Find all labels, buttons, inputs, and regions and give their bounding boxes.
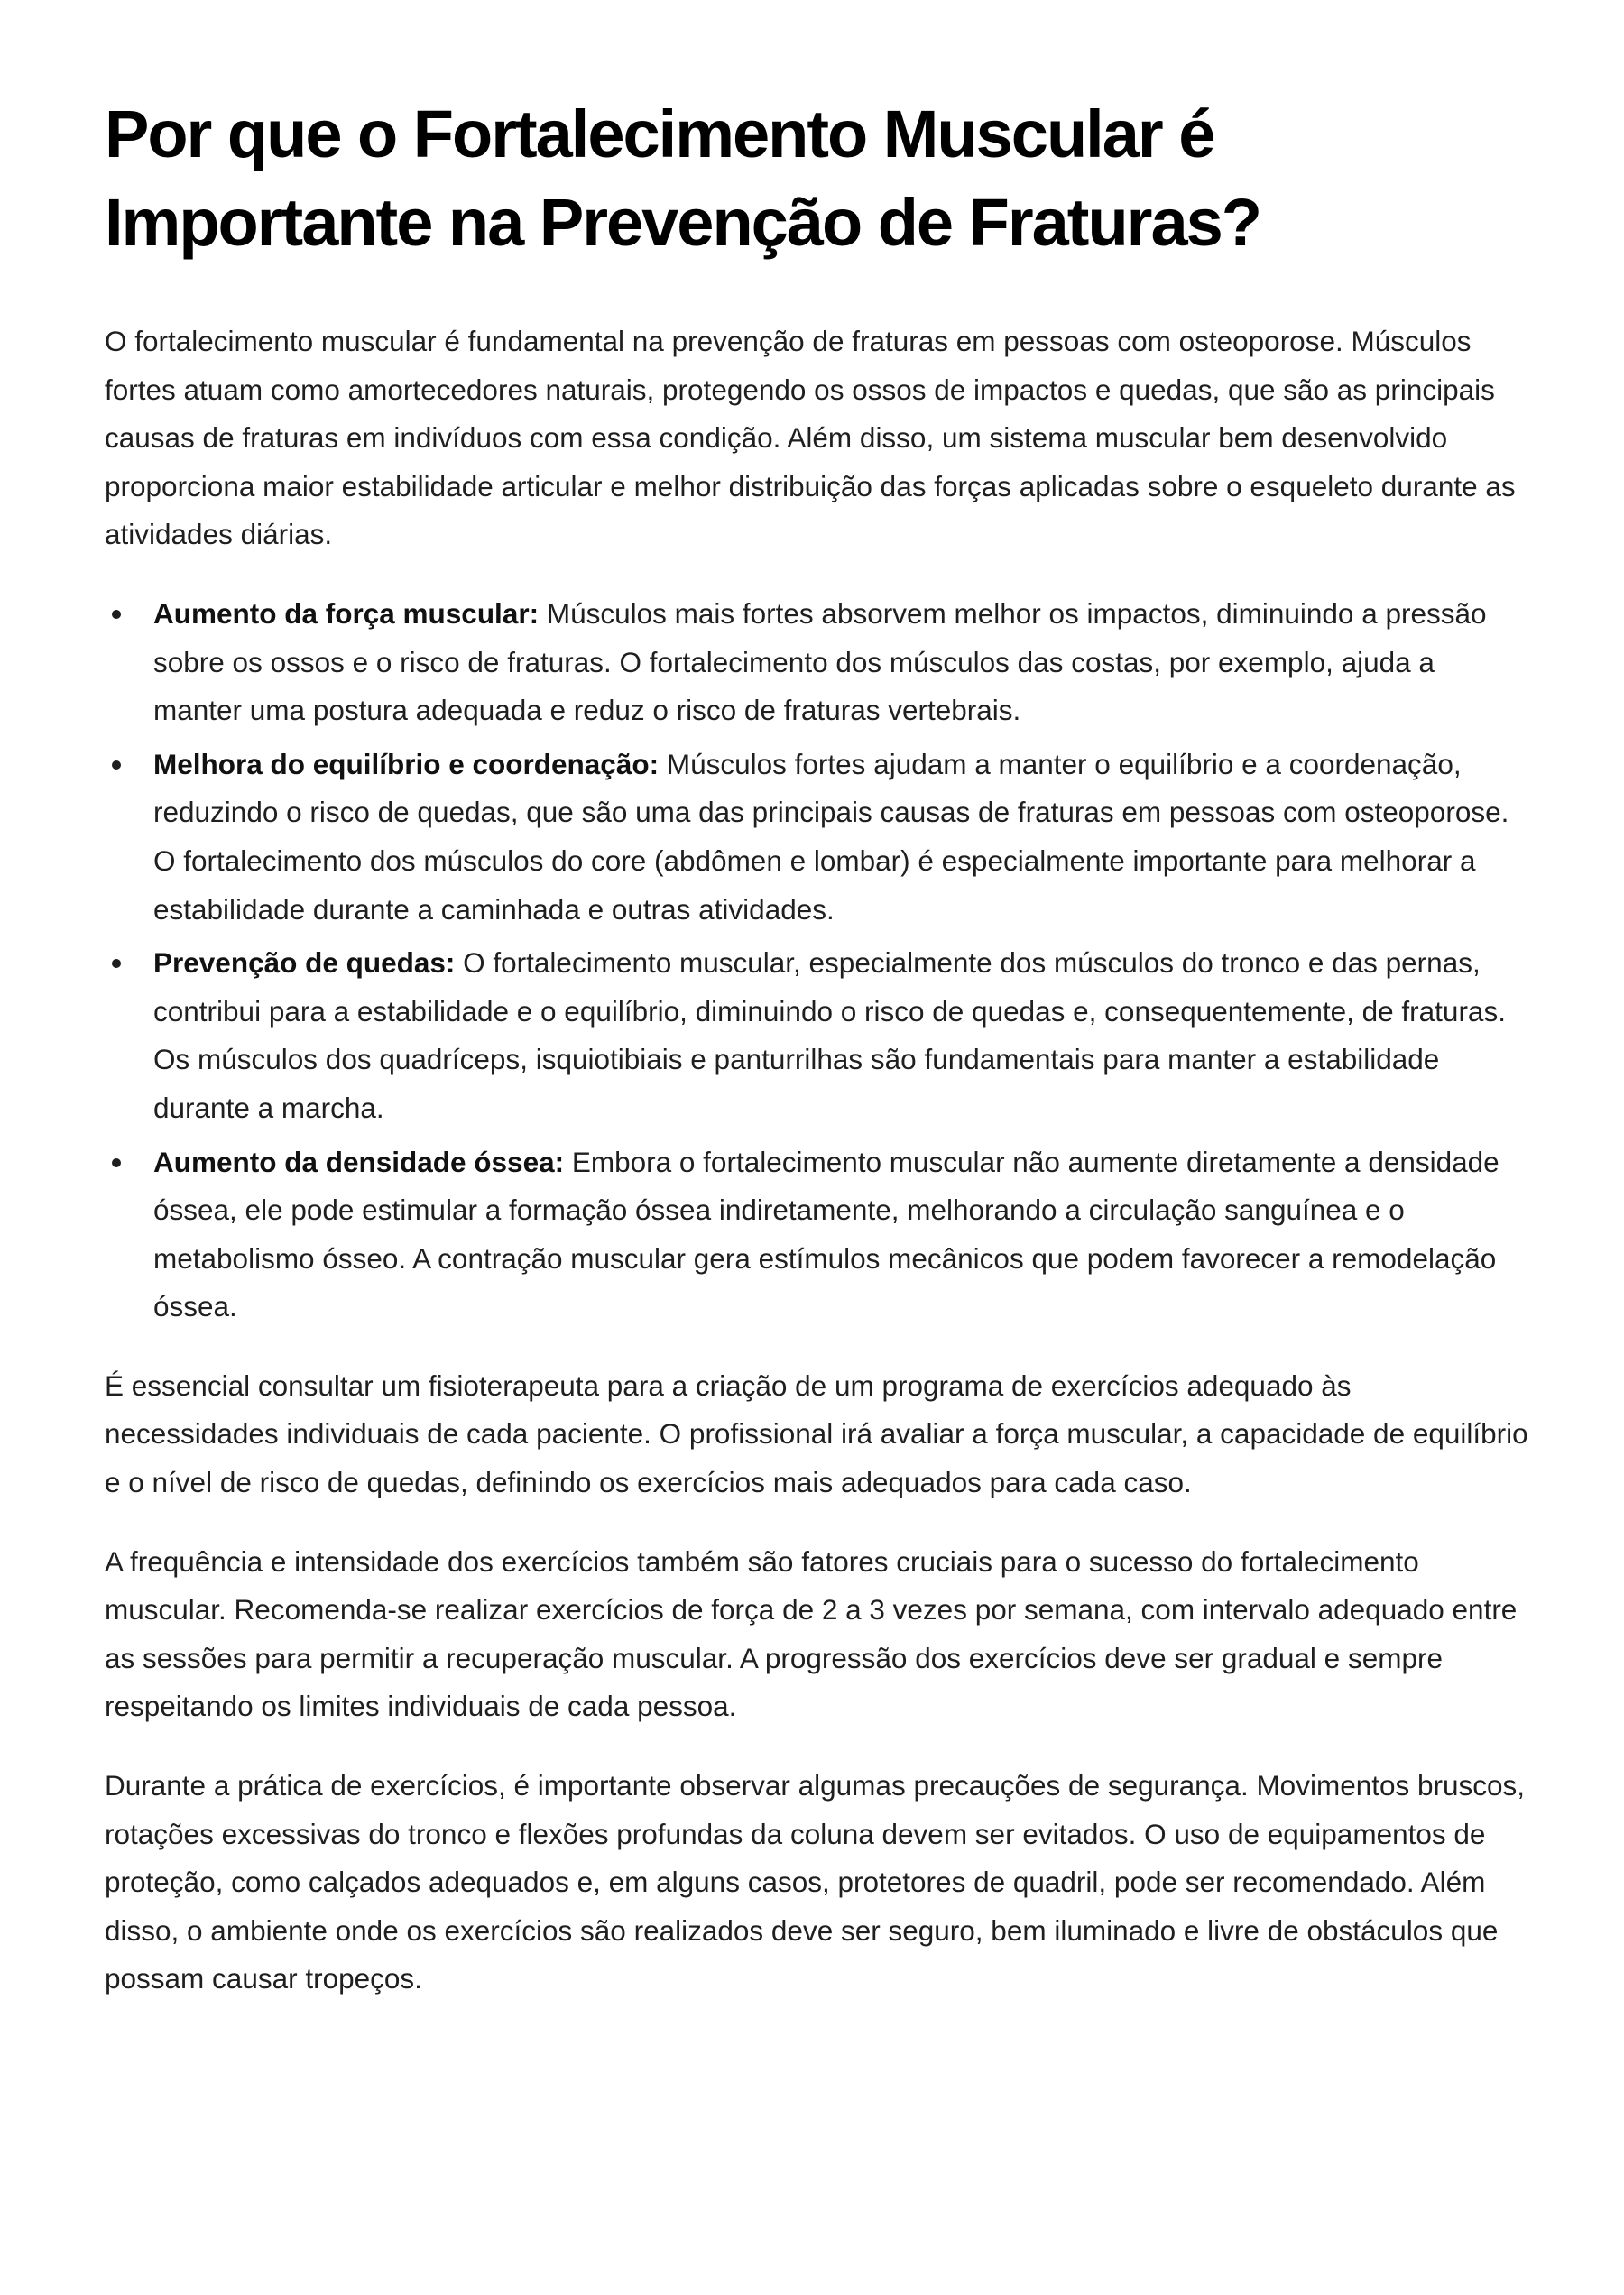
list-item-term: Aumento da densidade óssea: [153,1145,565,1178]
list-item [105,939,1530,1132]
list-item-term: Prevenção de quedas: [153,946,456,980]
bullet-icon [112,959,121,968]
list-item-term: Melhora do equilíbrio e coordenação: [153,747,660,780]
list-item [105,741,1530,934]
body-paragraph: É essencial consultar um fisioterapeuta para a criação de um programa de exercícios adequado às necessidades individuais de cada paciente. O profissional irá avaliar a força muscular, a capacidade de equilíbrio e o nível de risco de quedas, definindo os exercícios mais adequados para cada caso. [105,1369,1528,1499]
list-item-text: Embora o fortalecimento muscular não aumente diretamente a densidade óssea, ele pode estimular a formação óssea indiretamente, melhorando a circulação sanguínea e o metabolismo ósseo. A contração muscular gera estímulos mecânicos que podem favorecer a remodelação óssea. [153,1145,1499,1323]
list-item [105,590,1530,735]
list-item [105,1138,1530,1332]
list-item-text: Músculos fortes ajudam a manter o equilíbrio e a coordenação, reduzindo o risco de quedas, que são uma das principais causas de fraturas em pessoas com osteoporose. O fortalecimento dos músculos do core (abdômen e lombar) é especialmente importante para melhorar a estabilidade durante a caminhada e outras atividades. [153,747,1509,926]
bullet-icon [112,610,121,619]
page-title: Por que o Fortalecimento Muscular é Importante na Prevenção de Fraturas? [105,97,1260,260]
bullet-icon [112,1158,121,1167]
body-paragraph: Durante a prática de exercícios, é importante observar algumas precauções de segurança. Movimentos bruscos, rotações excessivas do tronco e flexões profundas da coluna devem ser evitados. O uso de equipamentos de proteção, como calçados adequados e, em alguns casos, protetores de quadril, pode ser recomendado. Além disso, o ambiente onde os exercícios são realizados deve ser seguro, bem iluminado e livre de obstáculos que possam causar tropeços. [105,1769,1526,1995]
intro-paragraph: O fortalecimento muscular é fundamental na prevenção de fraturas em pessoas com osteoporose. Músculos fortes atuam como amortecedores naturais, protegendo os ossos de impactos e quedas, que são as principais causas de fraturas em indivíduos com essa condição. Além disso, um sistema muscular bem desenvolvido proporciona maior estabilidade articular e melhor distribuição das forças aplicadas sobre o esqueleto durante as atividades diárias. [105,325,1516,551]
list-item-text: O fortalecimento muscular, especialmente dos músculos do tronco e das pernas, contribui para a estabilidade e o equilíbrio, diminuindo o risco de quedas e, consequentemente, de fraturas. Os músculos dos quadríceps, isquiotibiais e panturrilhas são fundamentais para manter a estabilidade durante a marcha. [153,946,1506,1124]
body-paragraph: A frequência e intensidade dos exercícios também são fatores cruciais para o sucesso do fortalecimento muscular. Recomenda-se realizar exercícios de força de 2 a 3 vezes por semana, com intervalo adequado entre as sessões para permitir a recuperação muscular. A progressão dos exercícios deve ser gradual e sempre respeitando os limites individuais de cada pessoa. [105,1544,1518,1723]
list-item-text: Músculos mais fortes absorvem melhor os impactos, diminuindo a pressão sobre os ossos e o risco de fraturas. O fortalecimento dos músculos das costas, por exemplo, ajuda a manter uma postura adequada e reduz o risco de fraturas vertebrais. [153,596,1487,727]
benefits-list [105,590,1530,1332]
document-page [105,90,1530,2004]
bullet-icon [112,760,121,770]
list-item-term: Aumento da força muscular: [153,596,540,630]
